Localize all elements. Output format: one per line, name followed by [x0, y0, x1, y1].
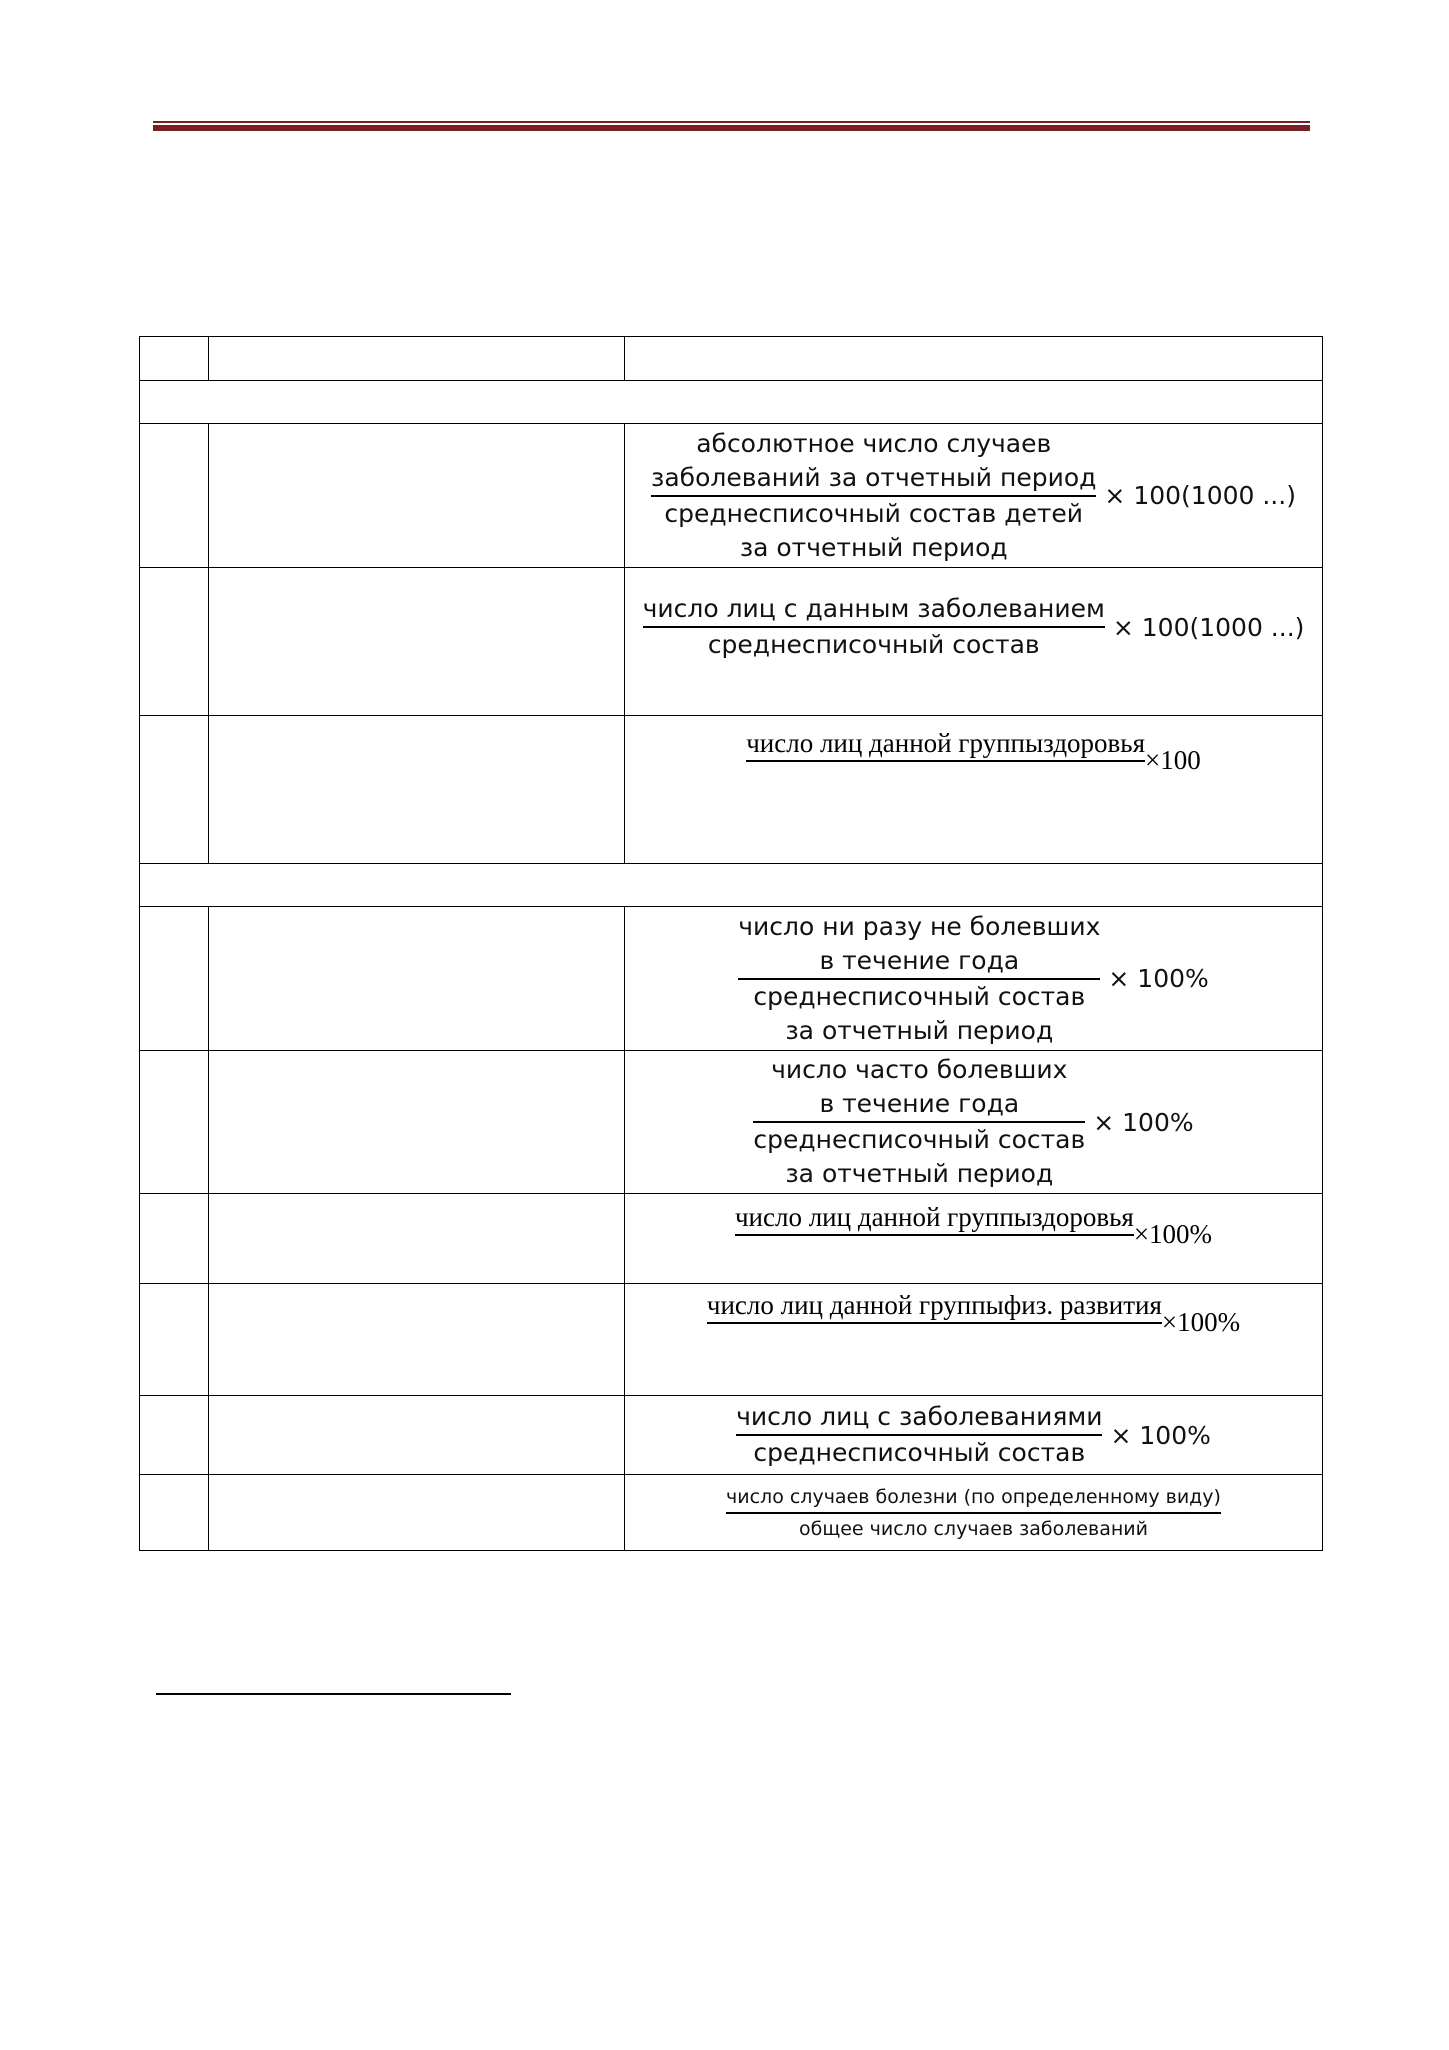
multiplier: × 100%	[1093, 1107, 1194, 1137]
row-number-cell	[140, 907, 209, 1051]
header-rule-thick	[153, 125, 1310, 131]
fraction	[738, 910, 1100, 1048]
numerator-line: в течение года	[819, 945, 1020, 975]
row-number-cell	[140, 1051, 209, 1194]
row-number-cell	[140, 1194, 209, 1284]
row-number-cell	[140, 1475, 209, 1551]
fraction-bar	[707, 1322, 1162, 1324]
row-number-cell	[140, 568, 209, 716]
fraction	[707, 1288, 1162, 1324]
formula-health-group-percent	[625, 1200, 1322, 1249]
formula-health-group	[625, 726, 1322, 775]
table-row	[140, 568, 1323, 716]
multiplier: × 100(1000 ...)	[1112, 612, 1305, 642]
row-number-cell	[140, 1284, 209, 1396]
row-formula-cell	[625, 1396, 1323, 1475]
fraction-bar	[735, 1234, 1134, 1236]
row-number-cell	[140, 424, 209, 568]
table-row	[140, 1475, 1323, 1551]
section-row	[140, 864, 1323, 907]
header-cell-indicator	[209, 337, 625, 381]
formula-disease-structure	[625, 1482, 1322, 1544]
row-indicator-cell	[209, 1194, 625, 1284]
table-row	[140, 1194, 1323, 1284]
row-formula-cell	[625, 1284, 1323, 1396]
row-indicator-cell	[209, 1396, 625, 1475]
multiplier: × 100(1000 ...)	[1104, 481, 1296, 510]
numerator-line: абсолютное число случаев	[696, 428, 1052, 458]
denominator-line: за отчетный период	[785, 1015, 1054, 1045]
fraction	[651, 427, 1096, 565]
fraction	[726, 1482, 1221, 1544]
multiplier: ×100%	[1161, 1307, 1241, 1337]
numerator-line: заболеваний за отчетный период	[651, 462, 1097, 492]
row-number-cell	[140, 716, 209, 864]
fraction	[746, 726, 1145, 762]
fraction	[736, 1400, 1102, 1470]
numerator-line: в течение года	[819, 1089, 1020, 1118]
numerator-line: число лиц данной группыздоровья	[734, 1202, 1134, 1232]
formula-phys-dev-group	[625, 1288, 1322, 1337]
section-cell	[140, 864, 1323, 907]
row-indicator-cell	[209, 1475, 625, 1551]
numerator-line: число лиц с данным заболеванием	[642, 594, 1105, 623]
numerator-line: число лиц с заболеваниями	[736, 1402, 1103, 1431]
denominator-line: среднесписочный состав	[753, 1438, 1086, 1467]
table-row	[140, 1396, 1323, 1475]
formula-prevalence	[625, 592, 1322, 662]
denominator-line: среднесписочный состав	[753, 981, 1086, 1011]
numerator-line: число ни разу не болевших	[738, 911, 1101, 941]
row-formula-cell	[625, 907, 1323, 1051]
table-row	[140, 1051, 1323, 1194]
fraction	[735, 1200, 1134, 1236]
denominator-line: среднесписочный состав детей	[664, 498, 1084, 528]
numerator-line: число лиц данной группыфиз. развития	[706, 1290, 1162, 1320]
row-formula-cell	[625, 1051, 1323, 1194]
section-row	[140, 381, 1323, 424]
row-number-cell	[140, 1396, 209, 1475]
footnote-separator	[156, 1693, 511, 1695]
table-header-row	[140, 337, 1323, 381]
row-formula-cell	[625, 1475, 1323, 1551]
formula-often-ill	[625, 1053, 1322, 1191]
multiplier: × 100%	[1110, 1420, 1211, 1450]
table-row	[140, 424, 1323, 568]
fraction-bar	[746, 760, 1145, 762]
row-formula-cell	[625, 716, 1323, 864]
row-indicator-cell	[209, 568, 625, 716]
multiplier: ×100	[1145, 745, 1201, 775]
row-indicator-cell	[209, 1051, 625, 1194]
denominator-line: за отчетный период	[785, 1159, 1054, 1188]
denominator-line: среднесписочный состав	[753, 1125, 1086, 1154]
denominator-line: общее число случаев заболеваний	[799, 1517, 1148, 1540]
row-indicator-cell	[209, 1284, 625, 1396]
fraction	[643, 592, 1105, 662]
denominator-line: за отчетный период	[739, 532, 1008, 562]
table-row	[140, 1284, 1323, 1396]
multiplier: × 100%	[1108, 964, 1209, 993]
fraction	[753, 1053, 1085, 1191]
row-indicator-cell	[209, 716, 625, 864]
indicators-table	[139, 336, 1323, 1551]
table-row	[140, 716, 1323, 864]
row-formula-cell	[625, 568, 1323, 716]
numerator-line: число случаев болезни (по определенному виду)	[726, 1485, 1221, 1508]
denominator-line: среднесписочный состав	[707, 630, 1040, 659]
formula-never-ill	[625, 910, 1322, 1048]
multiplier: ×100%	[1133, 1219, 1213, 1249]
header-cell-number	[140, 337, 209, 381]
numerator-line: число часто болевших	[771, 1055, 1068, 1084]
formula-with-diseases	[625, 1400, 1322, 1470]
formula-morbidity	[625, 427, 1322, 565]
row-formula-cell	[625, 1194, 1323, 1284]
section-cell	[140, 381, 1323, 424]
numerator-line: число лиц данной группыздоровья	[746, 728, 1146, 758]
row-indicator-cell	[209, 424, 625, 568]
table-row	[140, 907, 1323, 1051]
header-rule-thin	[153, 121, 1310, 123]
row-indicator-cell	[209, 907, 625, 1051]
row-formula-cell	[625, 424, 1323, 568]
header-cell-formula	[625, 337, 1323, 381]
